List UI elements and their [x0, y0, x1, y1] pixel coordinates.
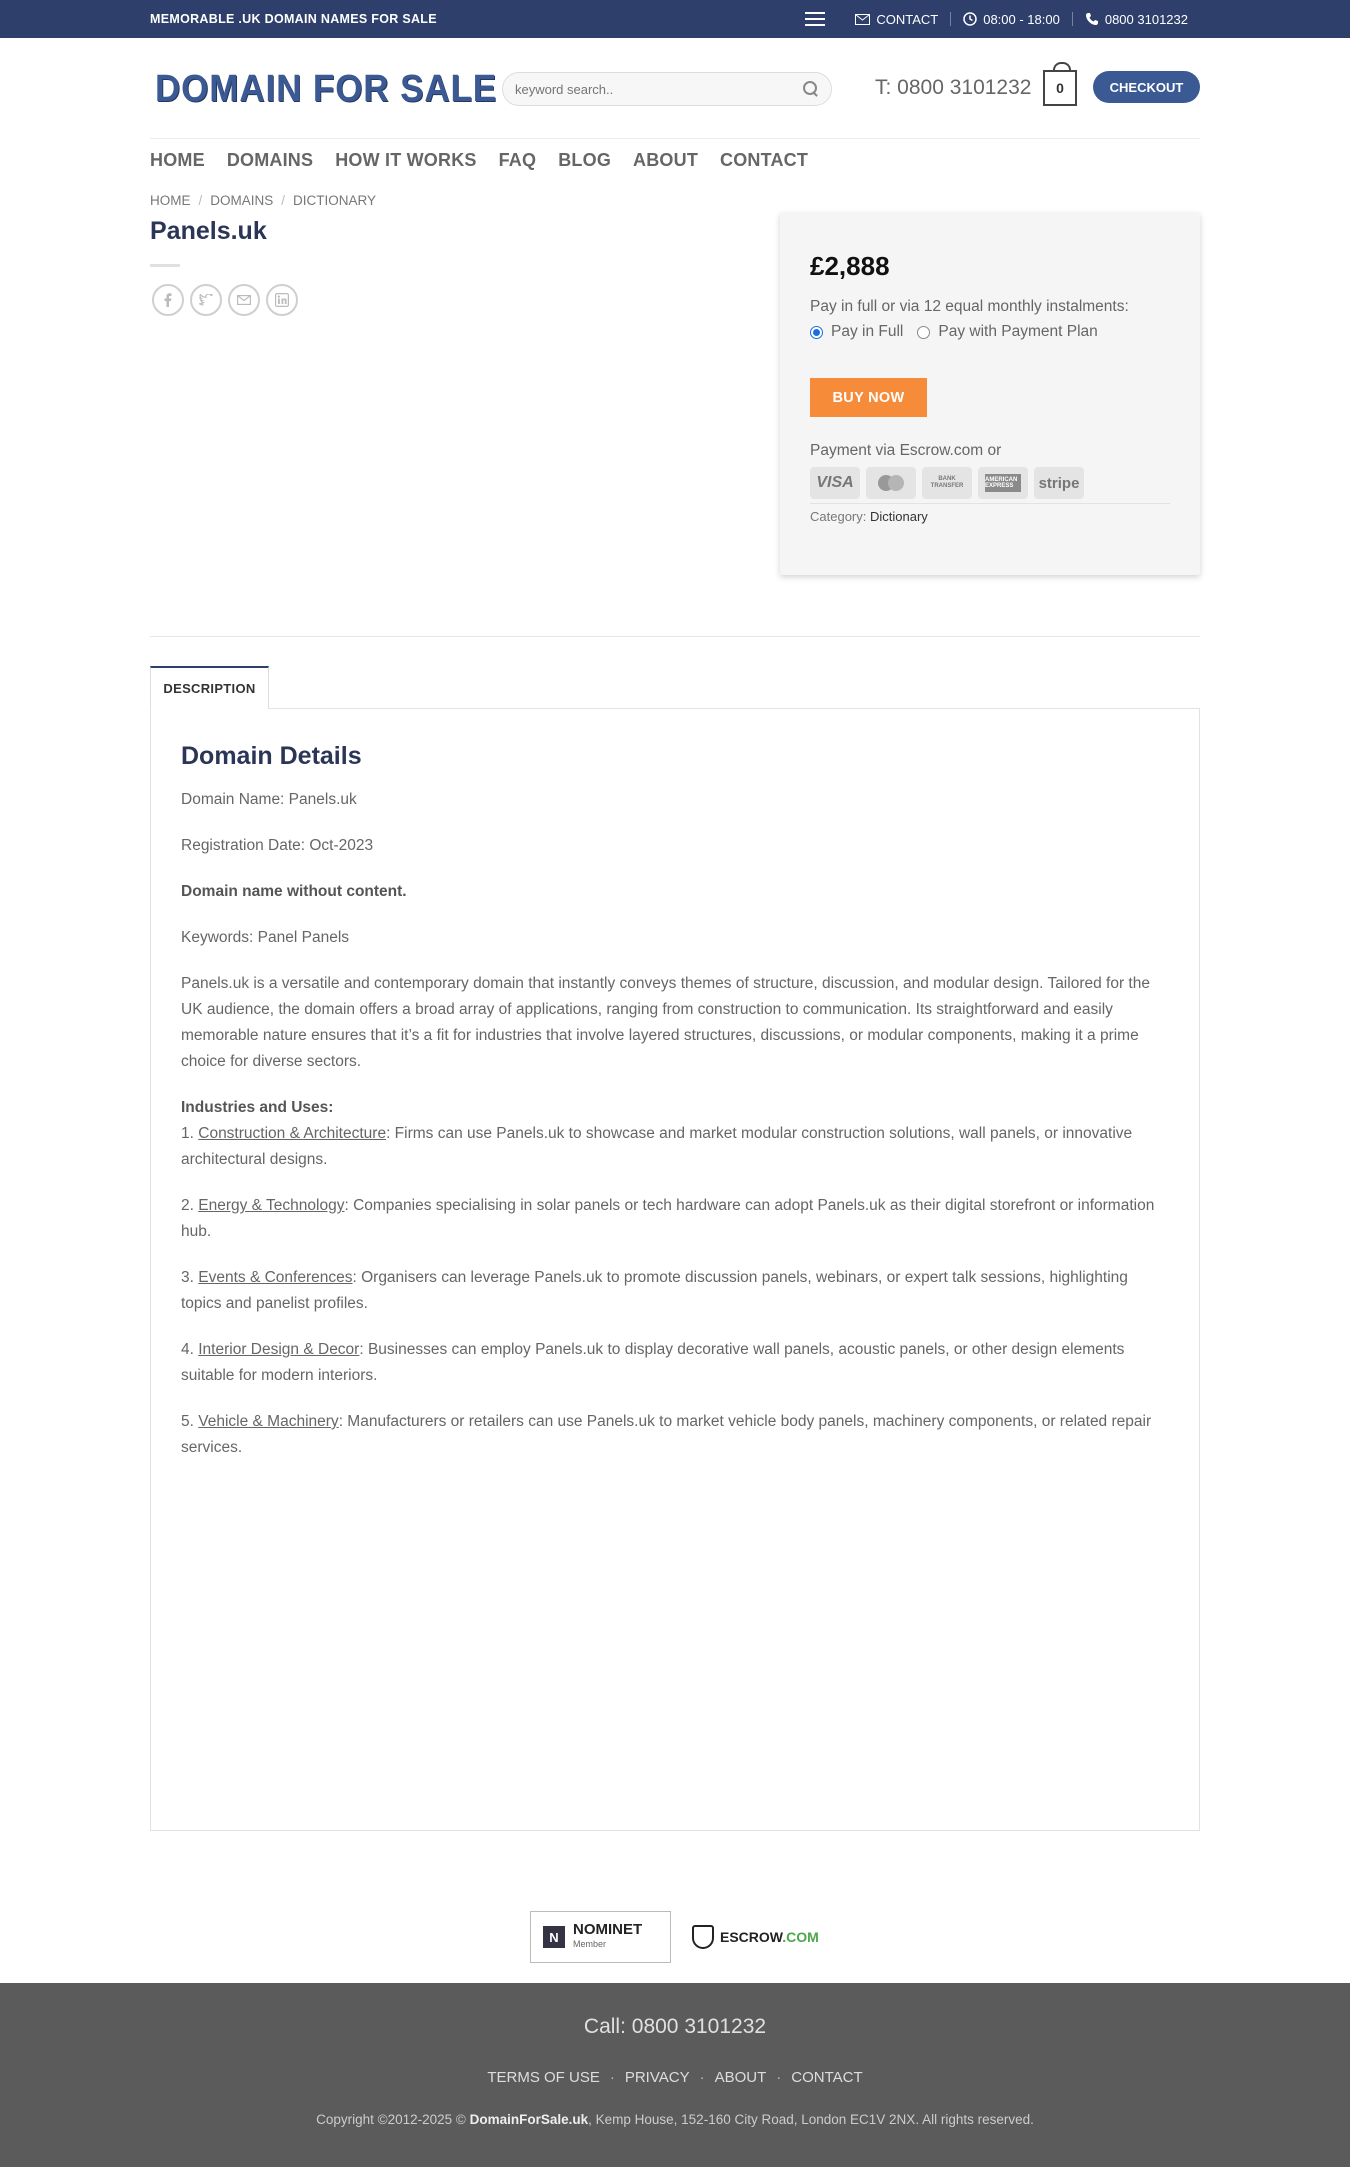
list-item-number: 1.: [181, 1125, 194, 1142]
clock-icon: [963, 12, 977, 26]
list-item: [181, 1409, 1171, 1461]
facebook-icon: [164, 293, 172, 307]
industry-link[interactable]: Construction & Architecture: [198, 1125, 387, 1142]
pay-in-full-radio[interactable]: [810, 326, 823, 339]
share-buttons: [152, 284, 298, 316]
share-linkedin-button[interactable]: [266, 284, 298, 316]
domain-name-line: Domain Name: Panels.uk: [181, 791, 357, 808]
nav-domains[interactable]: DOMAINS: [226, 150, 314, 170]
checkout-button[interactable]: CHECKOUT: [1093, 71, 1200, 103]
search-input[interactable]: [515, 82, 803, 97]
mail-icon: [855, 14, 870, 25]
topbar-phone-text: 0800 3101232: [1104, 11, 1188, 27]
nav-blog[interactable]: BLOG: [558, 150, 612, 170]
footer-privacy-link[interactable]: PRIVACY: [624, 2069, 690, 2086]
breadcrumb: [150, 193, 376, 208]
site-footer: [0, 1983, 1350, 2167]
price: £2,888: [810, 251, 890, 281]
footer-about-link[interactable]: ABOUT: [714, 2069, 767, 2086]
breadcrumb-dictionary[interactable]: DICTIONARY: [293, 193, 377, 208]
top-bar: [0, 0, 1350, 38]
list-item-number: 4.: [181, 1341, 194, 1358]
tab-description[interactable]: DESCRIPTION: [150, 666, 269, 709]
footer-call: Call: 0800 3101232: [583, 2015, 767, 2038]
nominet-badge[interactable]: [530, 1911, 671, 1963]
copyright: [0, 2112, 1350, 2127]
escrow-com: .COM: [782, 1929, 819, 1945]
footer-separator: ·: [776, 2069, 782, 2086]
nav-contact[interactable]: CONTACT: [720, 150, 809, 170]
description-panel: [150, 708, 1200, 1831]
list-item-text: : Companies specialising in solar panels or tech hardware can adopt Panels.uk as their digital storefront or information hub.: [181, 1197, 1155, 1240]
list-item-text: : Businesses can employ Panels.uk to display decorative wall panels, acoustic panels, or other design elements suitable for modern interiors.: [181, 1341, 1125, 1384]
escrow-badge[interactable]: [692, 1925, 819, 1949]
product-category: [810, 509, 928, 524]
mastercard-icon: [866, 467, 916, 499]
search-box: [502, 72, 832, 106]
site-header: [150, 38, 1200, 138]
list-item-number: 3.: [181, 1269, 194, 1286]
nav-home[interactable]: HOME: [150, 150, 205, 170]
nav-about[interactable]: ABOUT: [633, 150, 699, 170]
industry-link[interactable]: Interior Design & Decor: [198, 1341, 360, 1358]
bank-transfer-text: BANK TRANSFER: [930, 476, 964, 489]
copyright-prefix: Copyright ©2012-2025 ©: [316, 2112, 470, 2127]
copyright-brand[interactable]: DomainForSale.uk: [469, 2112, 589, 2127]
breadcrumb-domains[interactable]: DOMAINS: [210, 193, 274, 208]
breadcrumb-separator: /: [198, 193, 203, 208]
hours-text: 08:00 - 18:00: [983, 11, 1060, 27]
industry-link[interactable]: Energy & Technology: [198, 1197, 345, 1214]
nominet-logo-icon: N: [543, 1926, 565, 1948]
main-nav: [150, 150, 808, 180]
payment-note: Pay in full or via 12 equal monthly instalments:: [810, 298, 1129, 315]
topbar-contact-link[interactable]: [843, 12, 950, 27]
tagline: MEMORABLE .UK DOMAIN NAMES FOR SALE: [150, 12, 437, 26]
industries-heading: Industries and Uses:: [181, 1099, 334, 1116]
divider: [150, 636, 1200, 637]
share-facebook-button[interactable]: [152, 284, 184, 316]
header-phone: T: 0800 3101232: [875, 76, 1032, 99]
industry-link[interactable]: Events & Conferences: [198, 1269, 353, 1286]
category-label: Category:: [810, 509, 867, 524]
nav-faq[interactable]: FAQ: [498, 150, 537, 170]
escrow-shield-icon: [692, 1925, 714, 1949]
registration-date-line: Registration Date: Oct-2023: [181, 837, 374, 854]
list-item-text: : Firms can use Panels.uk to showcase and market modular construction solutions, wall panels, or innovative architectural designs.: [181, 1125, 1133, 1168]
list-item: [181, 1265, 1171, 1317]
visa-icon: VISA: [810, 467, 860, 499]
purchase-box: [780, 213, 1200, 575]
payment-options: [810, 323, 1098, 341]
amex-icon: [978, 467, 1028, 499]
copyright-suffix: , Kemp House, 152-160 City Road, London EC1V 2NX. All rights reserved.: [588, 2112, 1034, 2127]
phone-icon: [1085, 12, 1099, 26]
keywords-line: Keywords: Panel Panels: [181, 929, 350, 946]
category-link[interactable]: Dictionary: [870, 509, 928, 524]
divider: [810, 503, 1170, 504]
breadcrumb-separator: /: [281, 193, 286, 208]
pay-in-full-label[interactable]: Pay in Full: [831, 323, 904, 340]
page-title: Panels.uk: [150, 217, 267, 245]
site-logo[interactable]: DOMAIN FOR SALE: [155, 68, 498, 110]
list-item: [181, 1193, 1171, 1245]
topbar-contact-label: CONTACT: [876, 11, 939, 27]
divider: [150, 138, 1200, 139]
description-heading: Domain Details: [181, 742, 362, 770]
bank-transfer-icon: [922, 467, 972, 499]
escrow-note: Payment via Escrow.com or: [810, 442, 1002, 459]
stripe-icon: stripe: [1034, 467, 1084, 499]
breadcrumb-home[interactable]: HOME: [150, 193, 191, 208]
buy-now-button[interactable]: BUY NOW: [810, 378, 927, 417]
cart-button[interactable]: 0: [1043, 70, 1077, 106]
footer-terms-link[interactable]: TERMS OF USE: [487, 2069, 600, 2086]
nominet-name: NOMINET: [573, 1921, 643, 1938]
footer-contact-link[interactable]: CONTACT: [791, 2069, 863, 2086]
industries-list: [181, 1095, 1171, 1461]
title-divider: [150, 264, 180, 267]
share-email-button[interactable]: [228, 284, 260, 316]
linkedin-icon: [275, 293, 289, 307]
search-icon[interactable]: [803, 81, 819, 97]
mail-icon: [237, 295, 251, 305]
footer-links: [0, 2069, 1350, 2086]
list-item-number: 5.: [181, 1413, 194, 1430]
footer-separator: ·: [699, 2069, 705, 2086]
menu-icon[interactable]: [805, 12, 825, 26]
amex-text: AMERICAN EXPRESS: [985, 474, 1021, 492]
domain-summary: Panels.uk is a versatile and contemporary domain that instantly conveys themes of structure, discussion, and modular design. Tailored for the UK audience, the domain offers a broad array of applications, ranging from construction to communication. Its straightforward and easily memorable nature ensures that it’s a fit for industries that involve layered structures, discussions, or modular components, making it a prime choice for diverse sectors.: [181, 975, 1150, 1070]
opening-hours: [951, 12, 1072, 27]
escrow-name: ESCROW: [720, 1929, 783, 1945]
no-content-note: Domain name without content.: [181, 883, 407, 900]
payment-plan-label[interactable]: Pay with Payment Plan: [938, 323, 1098, 340]
list-item: [181, 1337, 1171, 1389]
nav-how-it-works[interactable]: HOW IT WORKS: [335, 150, 477, 170]
footer-separator: ·: [609, 2069, 615, 2086]
industry-link[interactable]: Vehicle & Machinery: [198, 1413, 339, 1430]
twitter-icon: [199, 294, 213, 306]
list-item-text: : Manufacturers or retailers can use Panels.uk to market vehicle body panels, machinery components, or related repair services.: [181, 1413, 1152, 1456]
list-item-number: 2.: [181, 1197, 194, 1214]
nominet-sub: Member: [573, 1939, 607, 1949]
payment-methods: [810, 467, 1084, 499]
topbar-phone-link[interactable]: [1073, 12, 1200, 27]
payment-plan-radio[interactable]: [917, 326, 930, 339]
list-item-text: : Organisers can leverage Panels.uk to promote discussion panels, webinars, or expert talk sessions, highlighting topics and panelist profiles.: [181, 1269, 1128, 1312]
share-twitter-button[interactable]: [190, 284, 222, 316]
